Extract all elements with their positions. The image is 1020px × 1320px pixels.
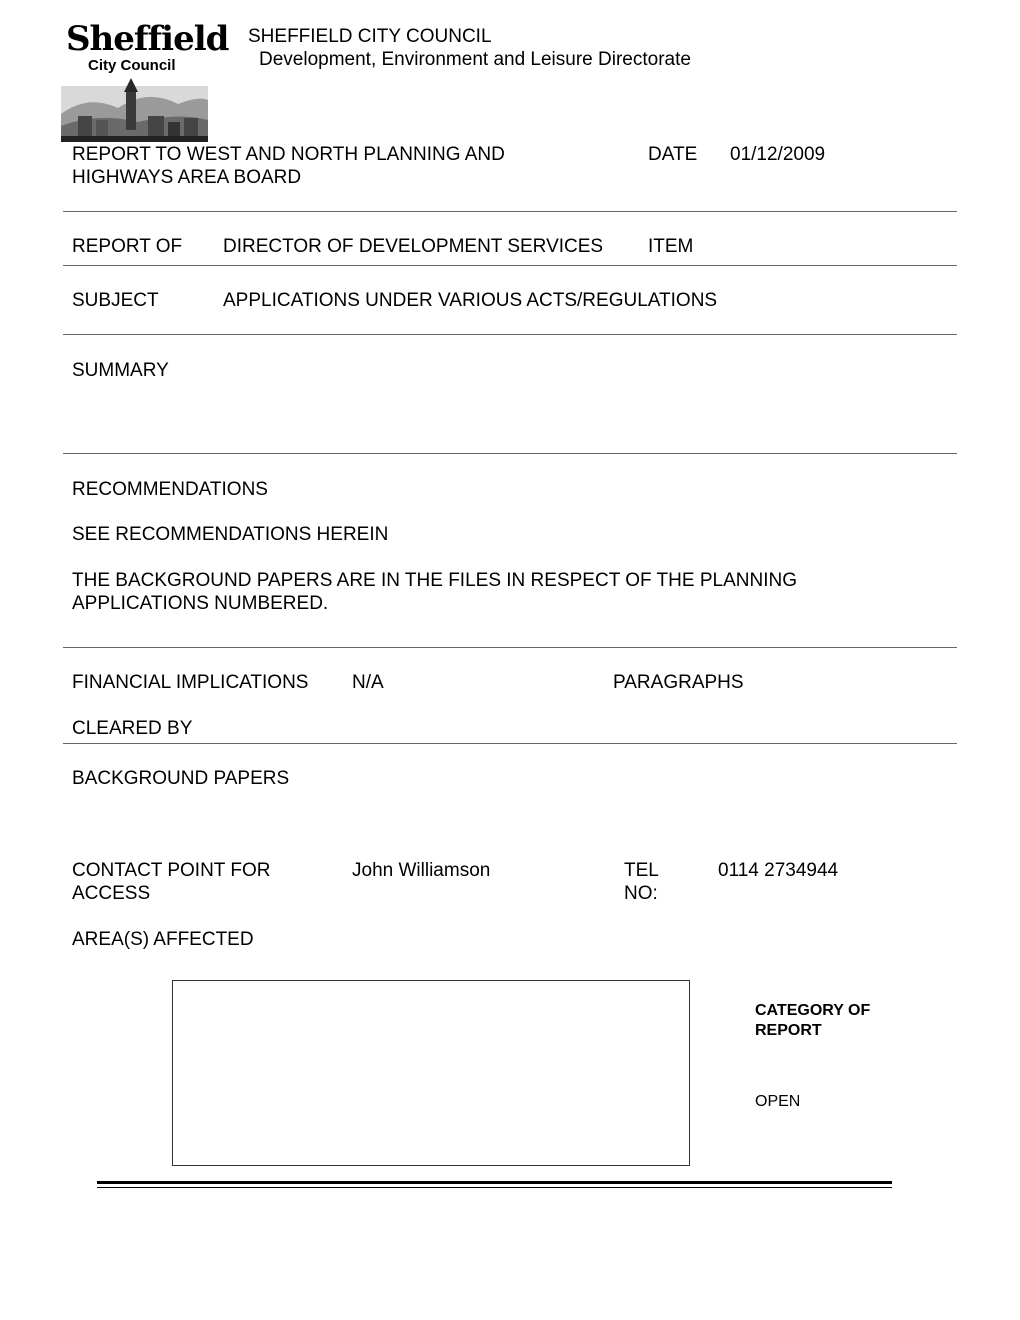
- category-label-line2: REPORT: [755, 1022, 822, 1039]
- category-value: OPEN: [755, 1093, 801, 1110]
- areas-affected-label: AREA(S) AFFECTED: [72, 929, 254, 950]
- tel-value: 0114 2734944: [718, 860, 839, 881]
- subject-label: SUBJECT: [72, 290, 159, 311]
- contact-label-line1: CONTACT POINT FOR: [72, 860, 271, 881]
- category-label-line1: CATEGORY OF: [755, 1002, 871, 1019]
- divider: [63, 647, 957, 648]
- report-to-line1: REPORT TO WEST AND NORTH PLANNING AND: [72, 144, 505, 165]
- report-of-value: DIRECTOR OF DEVELOPMENT SERVICES: [223, 236, 604, 257]
- contact-label-line2: ACCESS: [72, 883, 151, 904]
- city-skyline-icon: [58, 76, 213, 142]
- subject-value: APPLICATIONS UNDER VARIOUS ACTS/REGULATIONS: [223, 290, 718, 311]
- bottom-rule: [97, 1181, 892, 1184]
- council-logo: [58, 19, 229, 142]
- logo-wordmark: Sheffield: [66, 19, 229, 59]
- summary-label: SUMMARY: [72, 360, 169, 381]
- recommendations-label: RECOMMENDATIONS: [72, 479, 268, 500]
- report-of-label: REPORT OF: [72, 236, 183, 257]
- divider: [63, 265, 957, 266]
- background-note-line1: THE BACKGROUND PAPERS ARE IN THE FILES IN RESPECT OF THE PLANNING: [72, 570, 797, 591]
- date-value: 01/12/2009: [730, 144, 826, 165]
- tel-label-line1: TEL: [624, 860, 659, 881]
- tel-label-line2: NO:: [624, 883, 658, 904]
- financial-value: N/A: [352, 672, 384, 693]
- divider: [63, 211, 957, 212]
- item-label: ITEM: [648, 236, 694, 257]
- cleared-by-label: CLEARED BY: [72, 718, 193, 739]
- paragraphs-label: PARAGRAPHS: [613, 672, 744, 693]
- background-note-line2: APPLICATIONS NUMBERED.: [72, 593, 329, 614]
- contact-name: John Williamson: [352, 860, 491, 881]
- divider: [63, 743, 957, 744]
- blank-box: [172, 980, 690, 1166]
- directorate-name: Development, Environment and Leisure Directorate: [259, 49, 691, 70]
- divider: [63, 453, 957, 454]
- divider: [63, 334, 957, 335]
- logo-subtitle: City Council: [88, 57, 176, 74]
- council-name: SHEFFIELD CITY COUNCIL: [248, 26, 492, 47]
- financial-label: FINANCIAL IMPLICATIONS: [72, 672, 309, 693]
- bottom-rule-thin: [97, 1187, 892, 1188]
- report-to-line2: HIGHWAYS AREA BOARD: [72, 167, 302, 188]
- recommendations-text: SEE RECOMMENDATIONS HEREIN: [72, 524, 389, 545]
- date-label: DATE: [648, 144, 698, 165]
- background-papers-label: BACKGROUND PAPERS: [72, 768, 290, 789]
